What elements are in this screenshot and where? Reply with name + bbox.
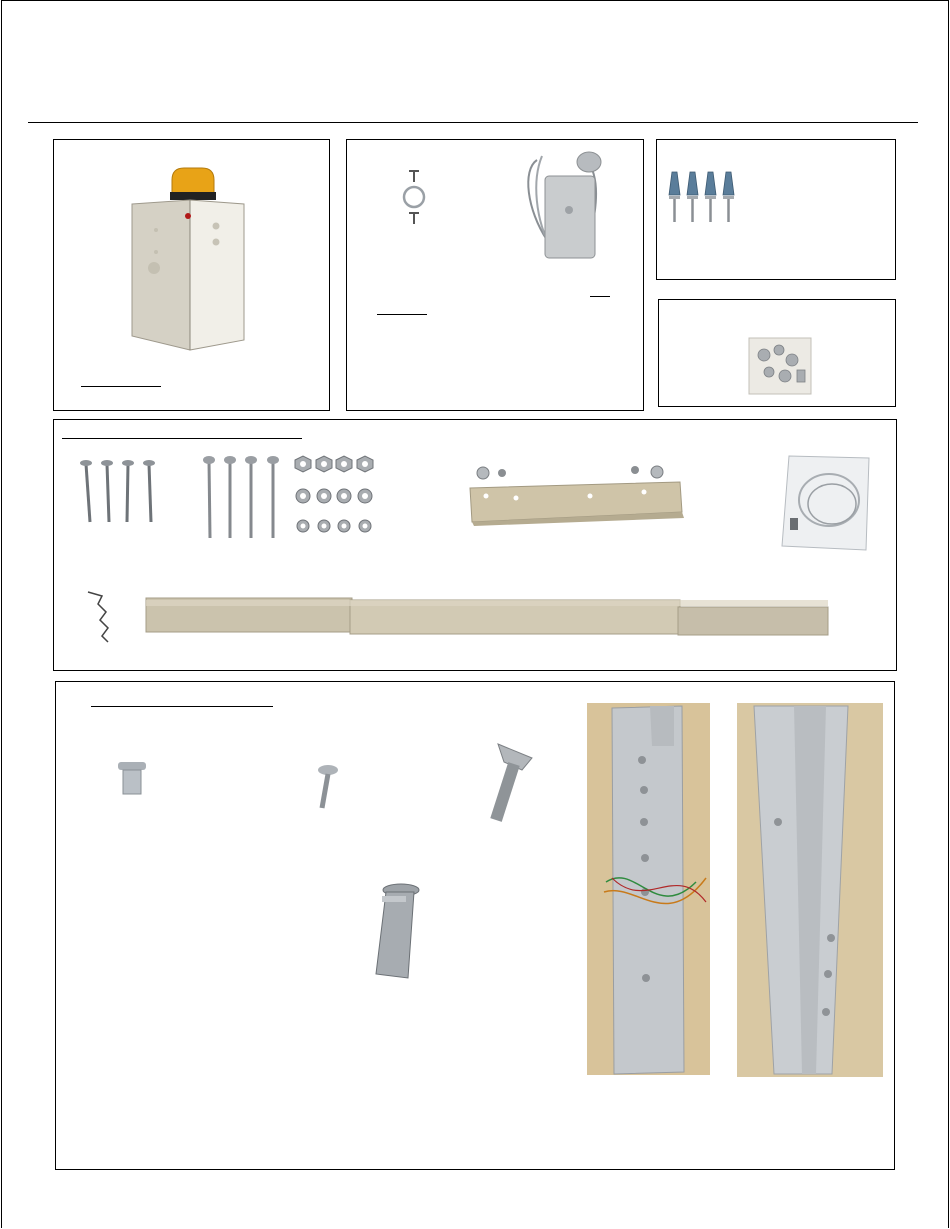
small-hardware-bag-panel (658, 299, 896, 407)
rail-assembly-photo-icon (56, 682, 894, 1169)
wired-switch-box-icon (347, 140, 643, 410)
cabinet-label-underline (81, 386, 161, 387)
control-cabinet-panel (53, 139, 330, 411)
switch-label-underline-left (377, 314, 427, 315)
mounting-hardware-panel (53, 419, 897, 671)
switch-label-underline-right (590, 296, 610, 297)
anchor-screws-icon (657, 140, 895, 279)
telescoping-tube-icon (54, 420, 896, 670)
sensor-switch-panel (346, 139, 644, 411)
wall-anchors-panel (656, 139, 896, 280)
cabinet-with-beacon-icon (54, 140, 329, 410)
header-rule (28, 122, 918, 123)
rail-hardware-panel (55, 681, 895, 1170)
hardware-bag-icon (659, 300, 895, 406)
